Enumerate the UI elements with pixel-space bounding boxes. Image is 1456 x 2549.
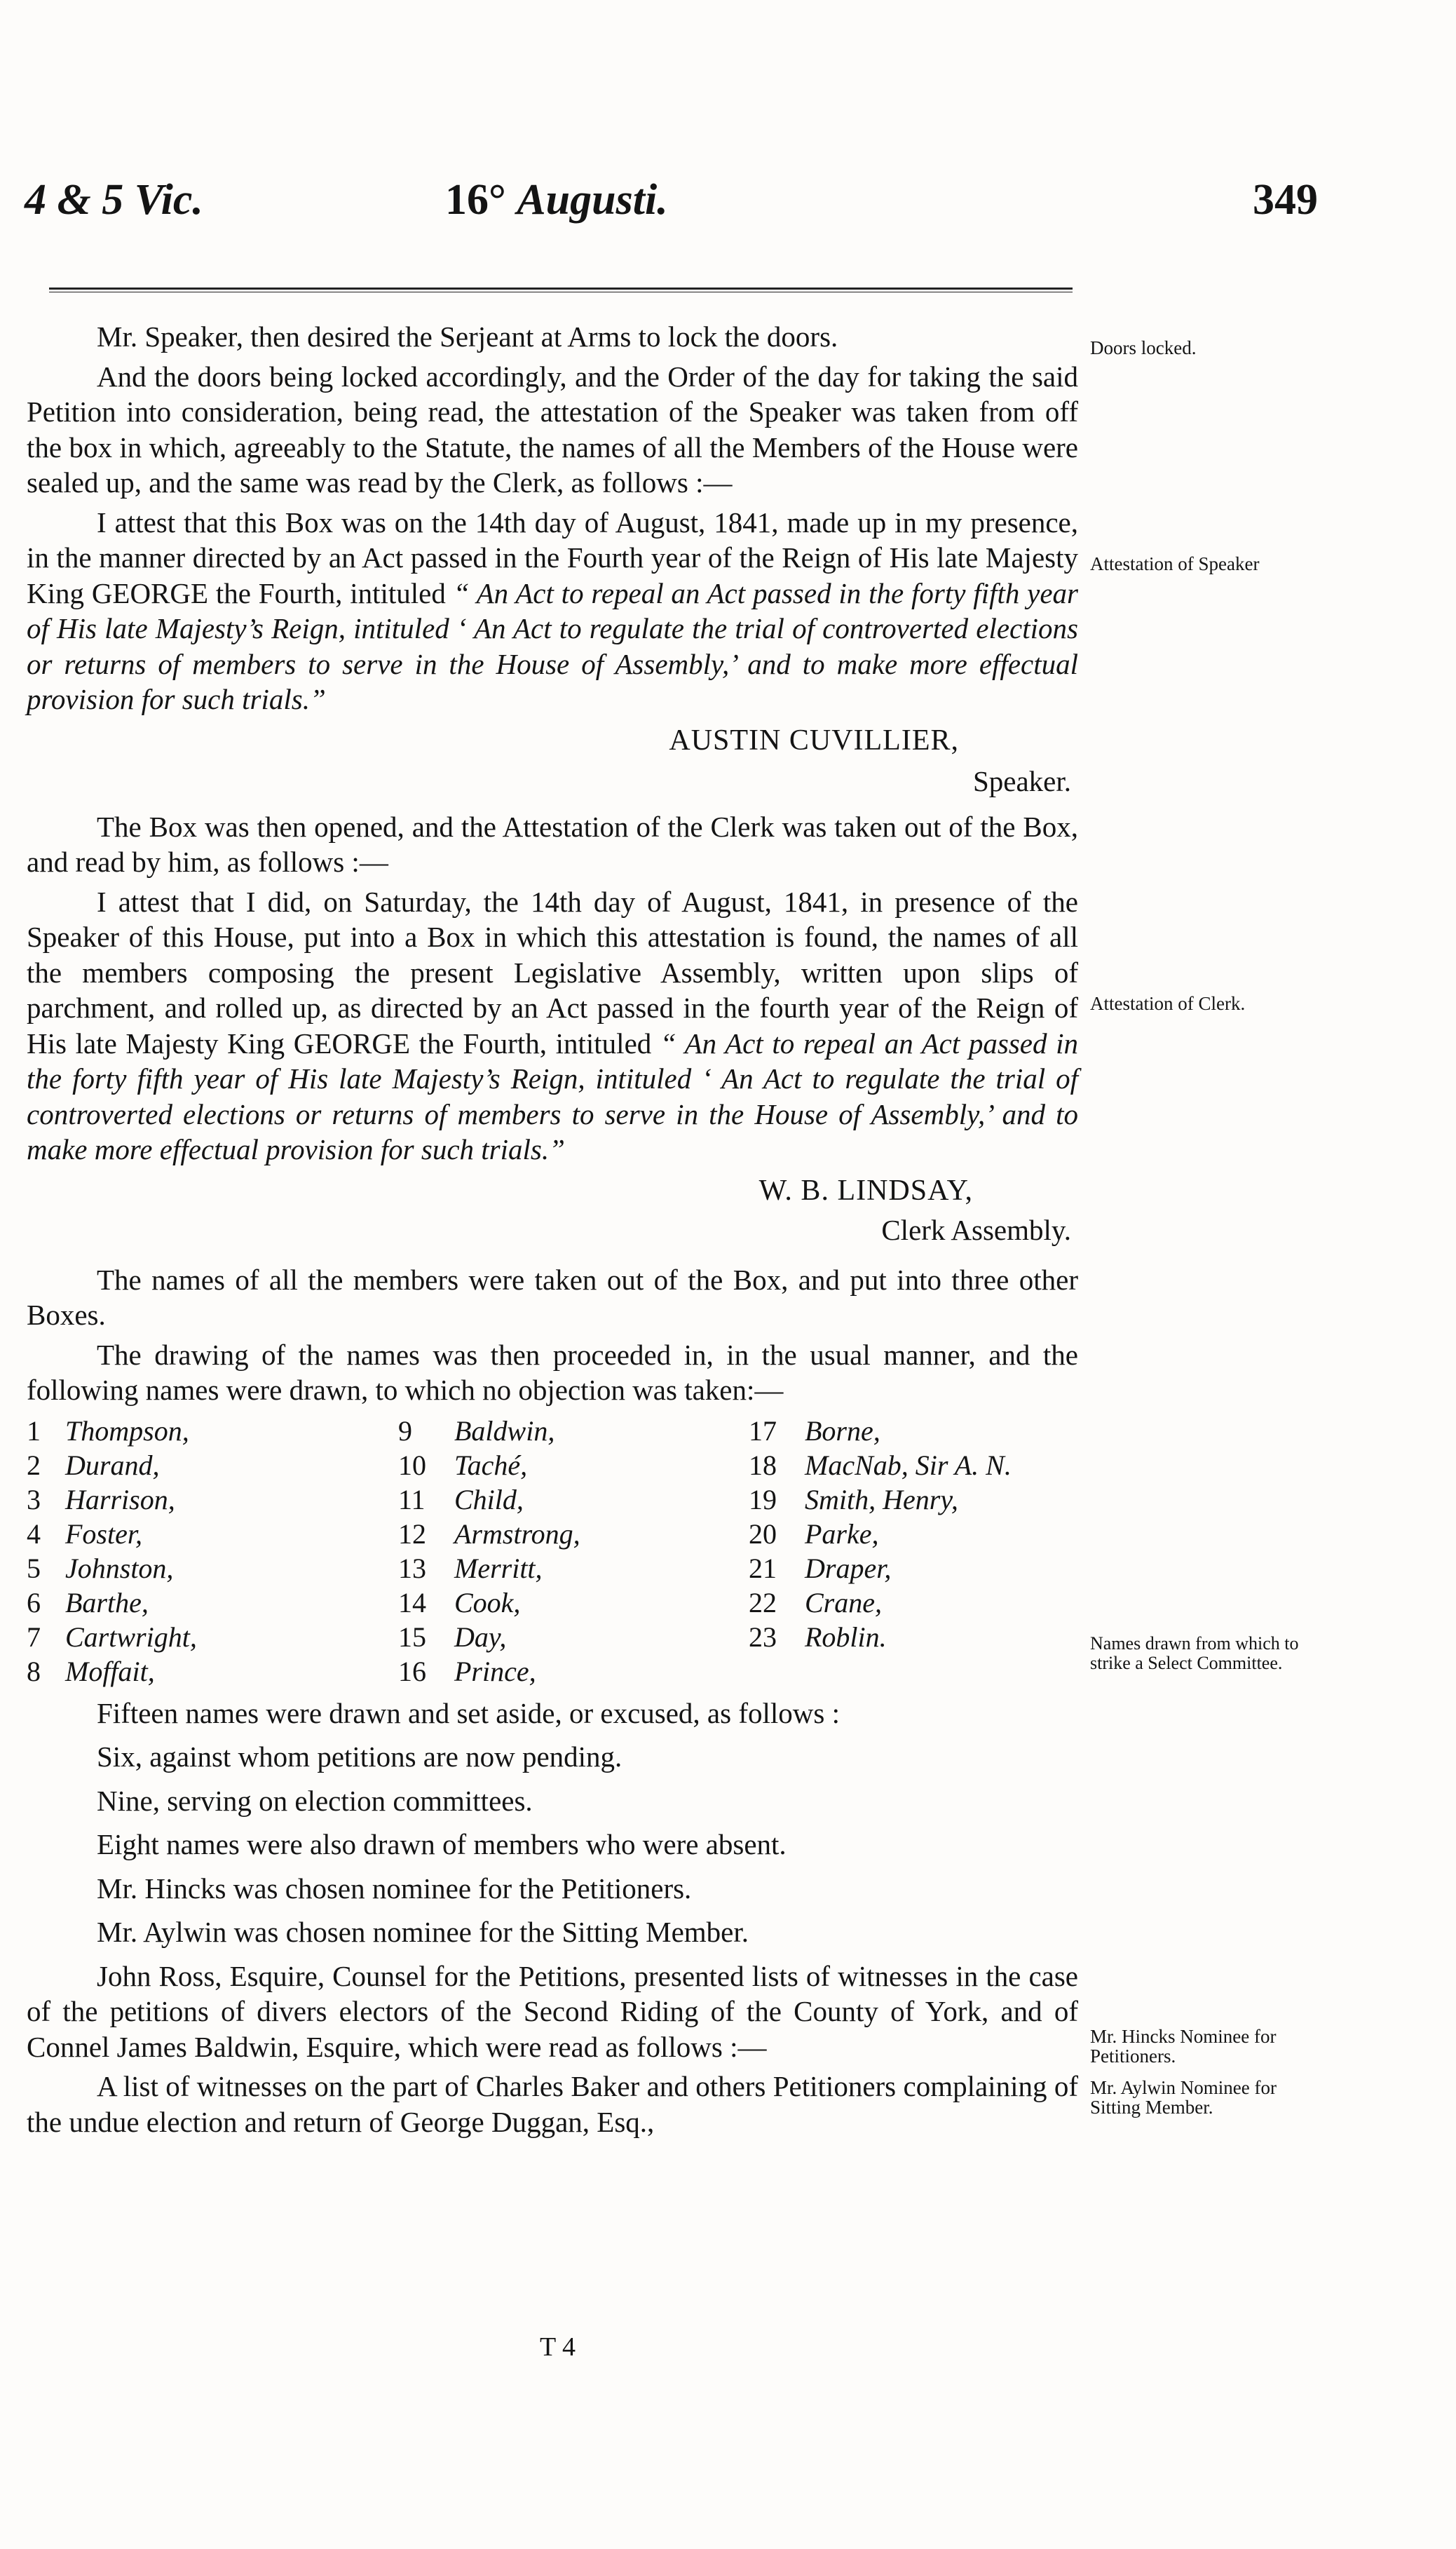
name-entry <box>27 1620 398 1654</box>
names-drawn-list <box>27 1414 1078 1689</box>
name-number: 18 <box>749 1449 777 1481</box>
name-number: 9 <box>398 1414 412 1447</box>
name-number: 23 <box>749 1621 777 1653</box>
margin-note: Attestation of Clerk. <box>1090 993 1246 1014</box>
paragraph: A list of witnesses on the part of Charles Baker and others Petitioners complaining of the undue election and return of George Duggan, Esq., <box>27 2070 1078 2138</box>
member-name: Smith, Henry, <box>805 1483 958 1515</box>
name-entry <box>749 1585 1078 1620</box>
name-entry <box>398 1414 749 1448</box>
name-entry <box>398 1448 749 1482</box>
paragraph: And the doors being locked accordingly, and the Order of the day for taking the said Petition into consideration, being read, the attestation of the Speaker was taken from off the box in which, agreeably to the Statute, the names of all the Members of the House were sealed up, and the same was read by the Clerk, as follows :— <box>27 360 1078 499</box>
speaker-signature: AUSTIN CUVILLIER, <box>669 724 959 757</box>
name-number: 12 <box>398 1517 426 1550</box>
date-month: Augusti. <box>517 176 668 224</box>
member-name: Parke, <box>805 1517 879 1550</box>
name-number: 1 <box>27 1414 41 1447</box>
name-entry <box>398 1585 749 1620</box>
margin-note: Names drawn from which to strike a Select Committee. <box>1090 1633 1299 1673</box>
member-name: Cook, <box>454 1586 521 1618</box>
names-column-2 <box>398 1414 749 1689</box>
name-entry <box>27 1482 398 1517</box>
paragraph: Mr. Speaker, then desired the Serjeant at Arms to lock the doors. <box>97 320 838 353</box>
name-number: 14 <box>398 1586 426 1618</box>
paragraph: Mr. Aylwin was chosen nominee for the Sitting Member. <box>97 1916 749 1948</box>
name-number: 17 <box>749 1414 777 1447</box>
folio-signature: T 4 <box>540 2332 576 2362</box>
member-name: Armstrong, <box>454 1517 580 1550</box>
margin-note: Attestation of Speaker <box>1090 553 1260 574</box>
name-entry <box>749 1414 1078 1448</box>
margin-note: Mr. Aylwin Nominee for Sitting Member. <box>1090 2077 1277 2118</box>
name-number: 22 <box>749 1586 777 1618</box>
name-number: 19 <box>749 1483 777 1515</box>
clerk-signature: W. B. LINDSAY, <box>758 1174 973 1207</box>
excused-block <box>27 1696 1078 1950</box>
name-number: 13 <box>398 1552 426 1584</box>
paragraph: The names of all the members were taken out of the Box, and put into three other Boxes. <box>27 1263 1078 1331</box>
date-number: 16° <box>445 176 506 224</box>
member-name: Johnston, <box>65 1552 174 1584</box>
name-entry <box>749 1448 1078 1482</box>
name-number: 21 <box>749 1552 777 1584</box>
name-entry <box>27 1414 398 1448</box>
name-number: 8 <box>27 1655 41 1687</box>
speaker-attestation: I attest that this Box was on the 14th day of August, 1841, made up in my presence, in the manner directed by an Act passed in the Fourth year of the Reign of His late Majesty King GEORGE the Fourth, intituled “ An Act to repeal an Act passed in the forty fifth year of His late Majesty’s Reign, intituled ‘ An Act to regulate the trial of controverted elections or returns of members to serve in the House of Assembly,’ and to make more effectual provision for such trials.” <box>27 506 1078 715</box>
name-number: 2 <box>27 1449 41 1481</box>
name-number: 10 <box>398 1449 426 1481</box>
member-name: Draper, <box>805 1552 892 1584</box>
name-entry <box>749 1620 1078 1654</box>
member-name: Taché, <box>454 1449 528 1481</box>
member-name: Crane, <box>805 1586 882 1618</box>
paragraph: The Box was then opened, and the Attestation of the Clerk was taken out of the Box, and read by him, as follows :— <box>27 810 1078 878</box>
clerk-title: Clerk Assembly. <box>881 1214 1071 1246</box>
member-name: Child, <box>454 1483 524 1515</box>
body-text <box>27 319 1078 2144</box>
name-entry <box>398 1482 749 1517</box>
name-entry <box>749 1551 1078 1585</box>
paragraph: John Ross, Esquire, Counsel for the Petitions, presented lists of witnesses in the case of the petitions of divers electors of the Second Riding of the County of York, and of Connel James Baldwin, Esquire, which were read as follows :— <box>27 1959 1078 2063</box>
name-entry <box>27 1654 398 1689</box>
name-number: 15 <box>398 1621 426 1653</box>
name-number: 20 <box>749 1517 777 1550</box>
member-name: Prince, <box>454 1655 536 1687</box>
margin-note: Doors locked. <box>1090 337 1197 358</box>
member-name: Durand, <box>65 1449 160 1481</box>
name-entry <box>398 1654 749 1689</box>
header-rule <box>49 288 1073 290</box>
name-entry <box>27 1585 398 1620</box>
names-column-1 <box>27 1414 398 1689</box>
member-name: Barthe, <box>65 1586 149 1618</box>
speaker-title: Speaker. <box>972 765 1071 797</box>
name-entry <box>398 1551 749 1585</box>
member-name: MacNab, Sir A. N. <box>805 1449 1012 1481</box>
member-name: Baldwin, <box>454 1414 555 1447</box>
name-entry <box>749 1482 1078 1517</box>
name-entry <box>398 1620 749 1654</box>
name-entry <box>398 1517 749 1551</box>
member-name: Roblin. <box>805 1621 887 1653</box>
member-name: Borne, <box>805 1414 880 1447</box>
member-name: Moffait, <box>65 1655 155 1687</box>
member-name: Cartwright, <box>65 1621 197 1653</box>
clerk-attestation: I attest that I did, on Saturday, the 14th day of August, 1841, in presence of the Speaker of this House, put into a Box in which this attestation is found, the names of all the members composing the present Legislative Assembly, written upon slips of parchment, and rolled up, as directed by an Act passed in the fourth year of the Reign of His late Majesty King GEORGE the Fourth, intituled “ An Act to repeal an Act passed in the forty fifth year of His late Majesty’s Reign, intituled ‘ An Act to regulate the trial of controverted elections or returns of members to serve in the House of Assembly,’ and to make more effectual provision for such trials.” <box>27 885 1079 1165</box>
member-name: Merritt, <box>454 1552 543 1584</box>
member-name: Thompson, <box>65 1414 189 1447</box>
margin-note: Mr. Hincks Nominee for Petitioners. <box>1090 2026 1277 2067</box>
name-number: 6 <box>27 1586 41 1618</box>
names-column-3 <box>749 1414 1078 1689</box>
paragraph: Eight names were also drawn of members who were absent. <box>97 1828 787 1860</box>
name-entry <box>27 1448 398 1482</box>
name-number: 16 <box>398 1655 426 1687</box>
name-number: 4 <box>27 1517 41 1550</box>
paragraph: Mr. Hincks was chosen nominee for the Petitioners. <box>97 1872 692 1905</box>
paragraph: Six, against whom petitions are now pending. <box>97 1740 622 1773</box>
member-name: Foster, <box>65 1517 142 1550</box>
member-name: Harrison, <box>65 1483 175 1515</box>
date-heading <box>445 175 668 225</box>
running-head <box>25 175 1318 238</box>
paragraph: Nine, serving on election committees. <box>97 1784 533 1817</box>
page-number: 349 <box>1253 176 1318 224</box>
name-entry <box>27 1517 398 1551</box>
name-number: 7 <box>27 1621 41 1653</box>
paragraph: Fifteen names were drawn and set aside, or excused, as follows : <box>97 1696 840 1729</box>
member-name: Day, <box>454 1621 507 1653</box>
name-number: 5 <box>27 1552 41 1584</box>
name-entry <box>749 1517 1078 1551</box>
name-number: 11 <box>398 1483 426 1515</box>
paragraph: The drawing of the names was then proceeded in, in the usual manner, and the following names were drawn, to which no objection was taken:— <box>27 1338 1078 1406</box>
name-number: 3 <box>27 1483 41 1515</box>
regnal-year: 4 & 5 Vic. <box>25 176 203 224</box>
name-entry <box>27 1551 398 1585</box>
